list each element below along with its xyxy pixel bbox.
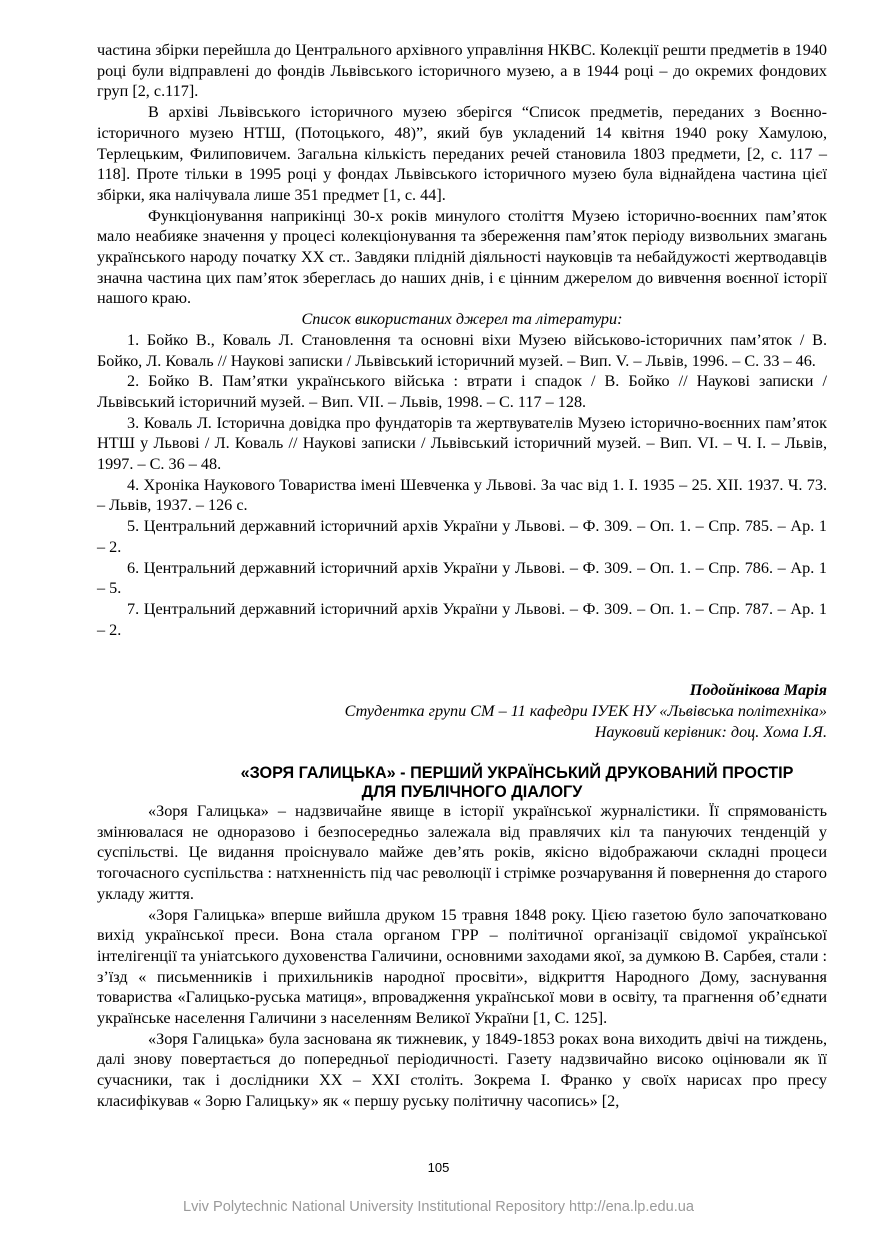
repository-footer: Lviv Polytechnic National University Institutional Repository http://ena.lp.edu.ua [182,1199,695,1215]
paragraph: частина збірки перейшла до Центрального архівного управління НКВС. Колекції решти предметів в 1940 році були відправлені до фондів Львівського історичного музею, а в 1944 році – до окремих фондових груп [2, с.117]. [97,41,827,101]
author-name: Подойнікова Марія [689,681,827,699]
paragraph: В архіві Львівського історичного музею зберігся “Список предметів, переданих з Воєнно-історичного музею НТШ, (Потоцького, 48)”, який був укладений 14 квітня 1940 року Хамулою, Терлецьким, Филиповичем. Загальна кількість переданих речей становила 1803 предмети, [2, с. 117 – 118]. Проте тільки в 1995 році у фондах Львівського історичного музею була віднайдена частина цієї збірки, яка налічувала лише 351 предмет [1, с. 44]. [97,103,827,204]
paragraph: «Зоря Галицька» – надзвичайне явище в історії української журналістики. Її спрямованість змінювалася не одноразово і безпосередньо залежала від правлячих кіл та пануючих тенденцій у суспільстві. Це видання проіснувало майже дев’ять років, якісно відображаючи складні процеси тогочасного суспільства : натхненність під час революції і стрімке розчарування й повернення до старого укладу життя. [97,802,827,903]
reference-item: 4. Хроніка Наукового Товариства імені Шевченка у Львові. За час від 1. І. 1935 – 25. XII. 1937. Ч. 73. – Львів, 1937. – 126 с. [97,475,827,515]
paragraph: Функціонування наприкінці 30-х років минулого століття Музею історично-воєнних пам’яток мало неабияке значення у процесі колекціонування та збереження пам’яток періоду визвольних змагань українського народу початку ХХ ст.. Завдяки плідній діяльності науковців та небайдужості жертводавців значна частина цих пам’яток збереглась до наших днів, і є цінним джерелом до вивчення воєнної історії нашого краю. [97,206,827,308]
reference-item: 7. Центральний державний історичний архів України у Львові. – Ф. 309. – Оп. 1. – Спр. 787. – Ар. 1 – 2. [97,599,827,639]
reference-item: 6. Центральний державний історичний архів України у Львові. – Ф. 309. – Оп. 1. – Спр. 786. – Ар. 1 – 5. [97,558,827,598]
reference-item: 1. Бойко В., Коваль Л. Становлення та основні віхи Музею військово-історичних пам’яток / В. Бойко, Л. Коваль // Наукові записки / Львівський історичний музей. – Вип. V. – Львів, 1996. – С. 33 – 46. [97,330,827,370]
article-title [97,764,827,802]
author-advisor: Науковий керівник: доц. Хома І.Я. [594,723,827,741]
author-affiliation: Студентка групи СМ – 11 кафедри ІУЕК НУ «Львівська політехніка» [344,702,827,720]
page-number: 105 [427,1160,450,1175]
references-heading: Список використаних джерел та літератури: [301,310,623,329]
article-title-line2: ДЛЯ ПУБЛІЧНОГО ДІАЛОГУ [361,783,583,801]
paragraph: «Зоря Галицька» вперше вийшла друком 15 травня 1848 року. Цією газетою було започатковано вихід української преси. Вона стала органом ГРР – політичної організації свідомої української інтелігенції та уніатського духовенства Галичини, основними заходами якої, за думкою В. Сарбея, стали : з’їзд « письменників і прихильників народної просвіти», відкриття Народного Дому, заснування товариства «Галицько-руська матиця», впровадження української мови в освіту, та прагнення об’єднати українське населення Галичини з населенням Великої України [1, С. 125]. [97,905,827,1028]
reference-item: 2. Бойко В. Пам’ятки українського війська : втрати і спадок / В. Бойко // Наукові записки / Львівський історичний музей. – Вип. VII. – Львів, 1998. – С. 117 – 128. [97,372,827,411]
reference-item: 3. Коваль Л. Історична довідка про фундаторів та жертвувателів Музею історично-воєнних пам’яток НТШ у Львові / Л. Коваль // Наукові записки / Львівський історичний музей. – Вип. VI. – Ч. І. – Львів, 1997. – С. 36 – 48. [97,413,827,474]
article-body [97,801,827,1112]
reference-item: 5. Центральний державний історичний архів України у Львові. – Ф. 309. – Оп. 1. – Спр. 785. – Ар. 1 – 2. [97,517,827,556]
author-block [97,680,827,743]
article-title-line1: «ЗОРЯ ГАЛИЦЬКА» - ПЕРШИЙ УКРАЇНСЬКИЙ ДРУКОВАНИЙ ПРОСТІР [240,764,794,782]
top-section [97,40,827,640]
paragraph: «Зоря Галицька» була заснована як тижневик, у 1849-1853 роках вона виходить двічі на тиждень, далі знову повертається до попередньої періодичності. Газету надзвичайно високо оцінювали як її сучасники, так і дослідники ХХ – ХХІ століть. Зокрема І. Франко у своїх нарисах про пресу класифікував « Зорю Галицьку» як « першу руську політичну часопись» [2, [97,1029,827,1110]
